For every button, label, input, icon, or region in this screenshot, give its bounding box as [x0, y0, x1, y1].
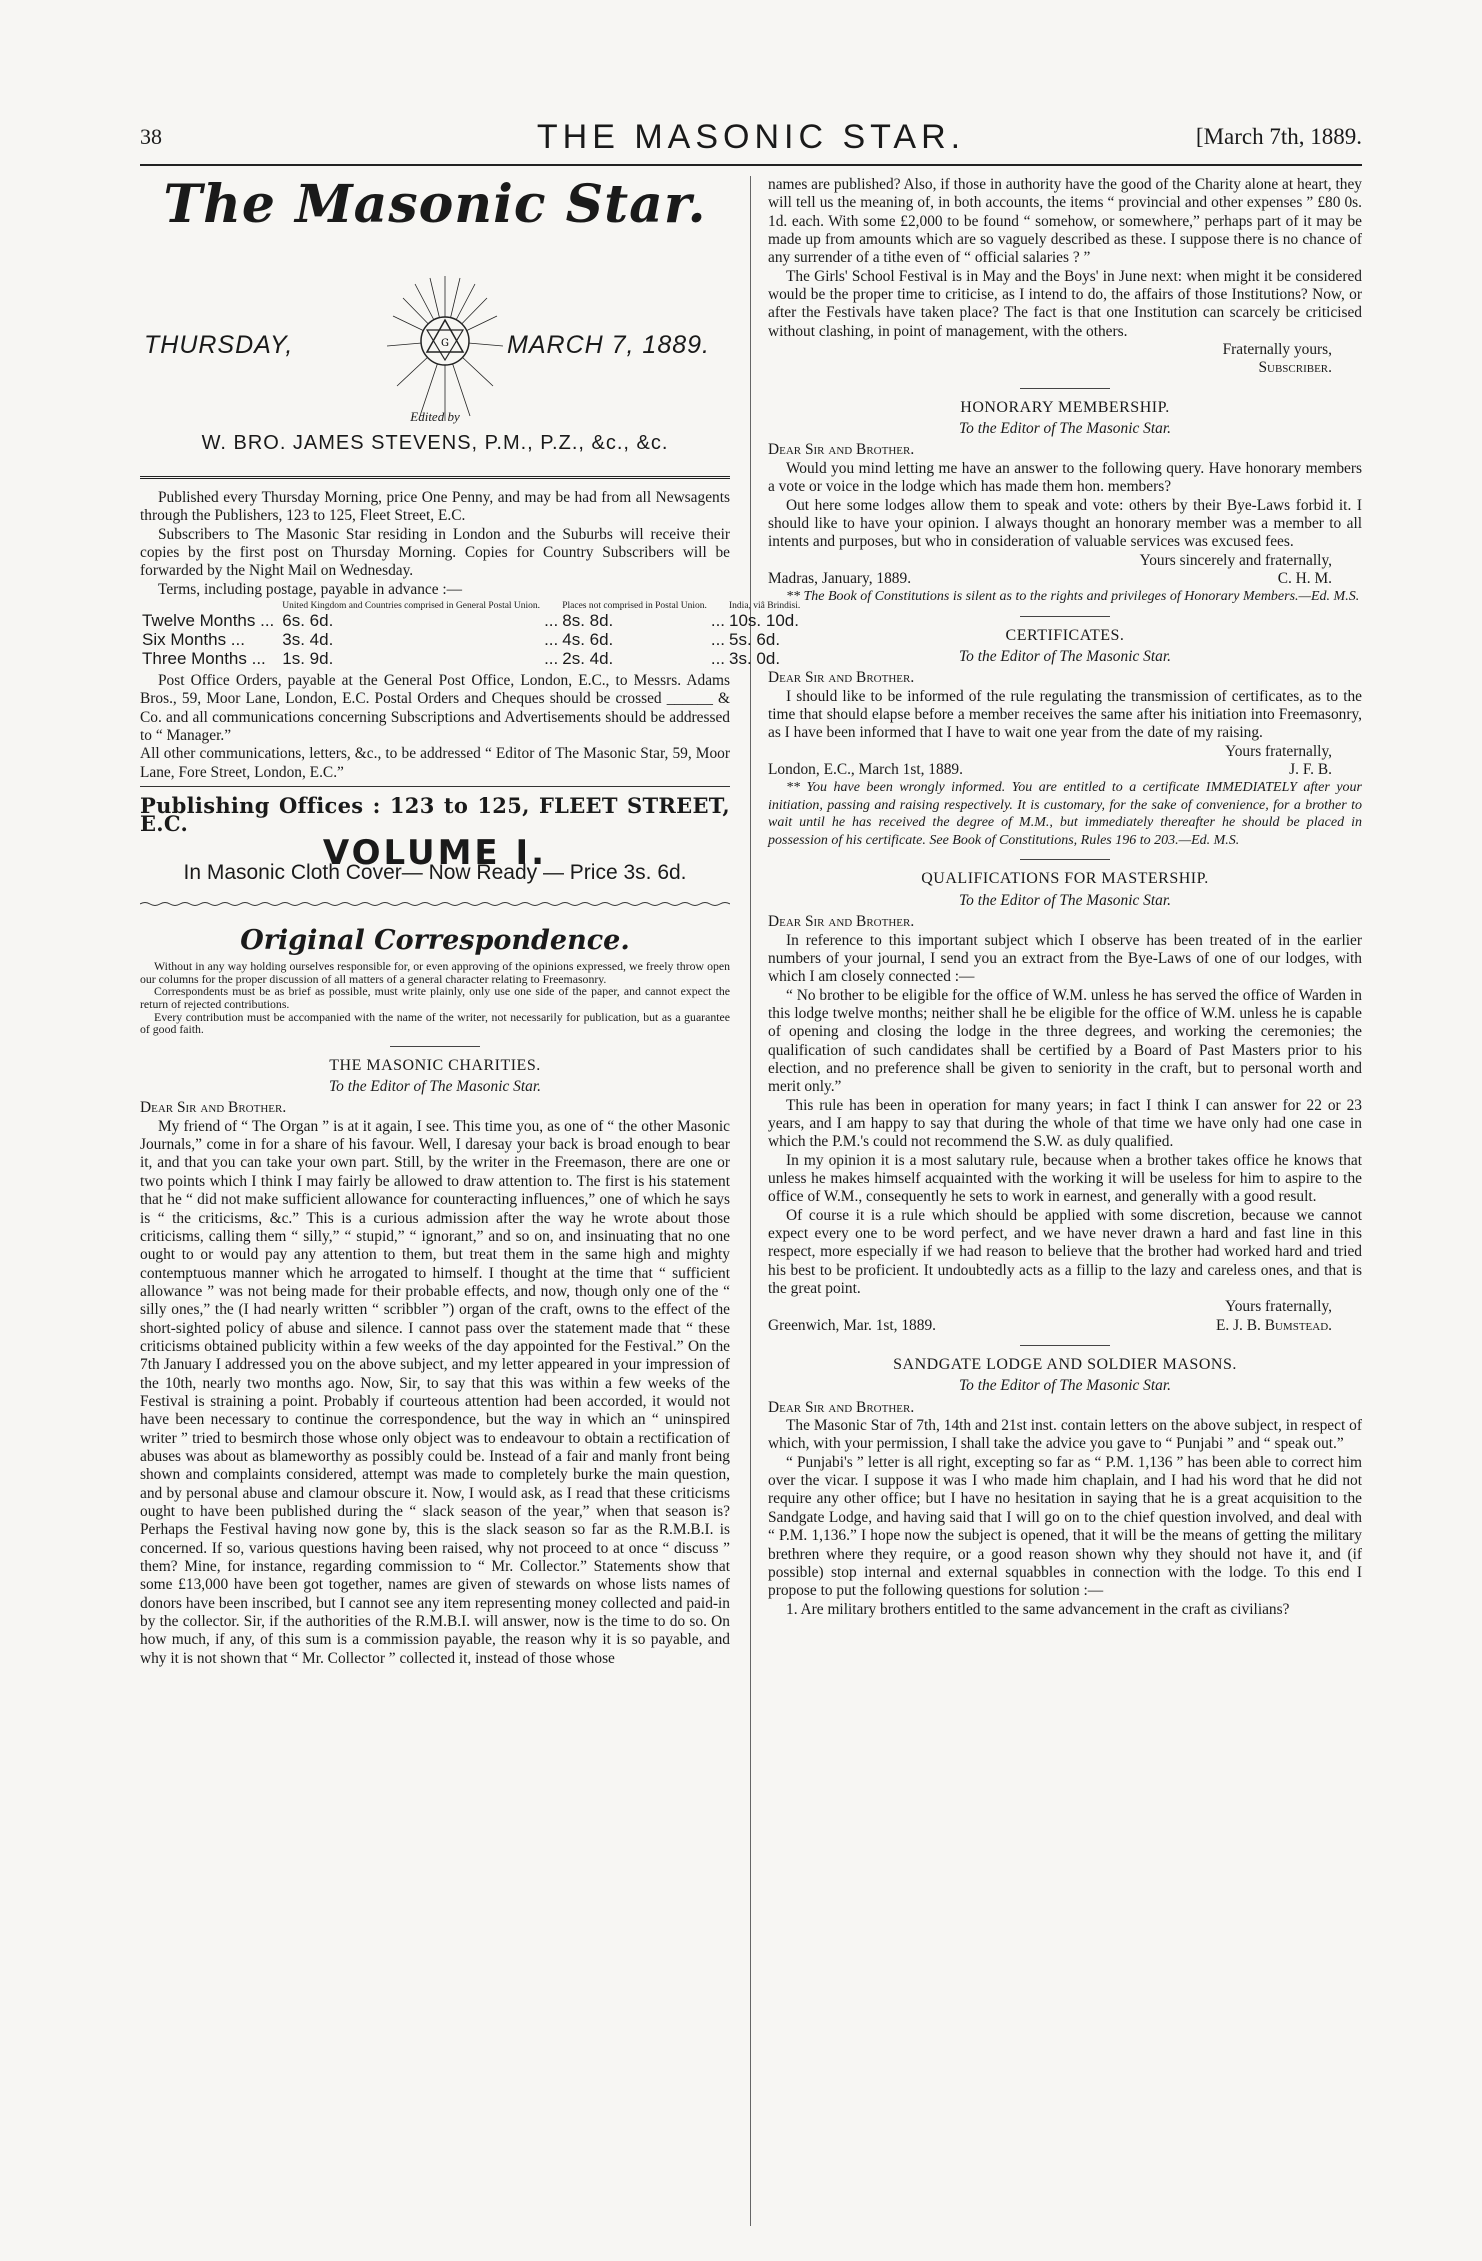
letter-body: 1. Are military brothers entitled to the same advancement in the craft as civilians?: [786, 1600, 1290, 1618]
letter-closing: Yours fraternally,: [1225, 742, 1332, 760]
letter-heading: THE MASONIC CHARITIES.: [329, 1056, 541, 1074]
terms-price: 1s. 9d.: [282, 649, 334, 669]
terms-price: 2s. 4d.: [562, 649, 614, 669]
section-title: Original Correspondence.: [240, 924, 630, 956]
letter-addressee: To the Editor of The Masonic Star.: [329, 1078, 541, 1096]
terms-price: 3s. 0d.: [729, 649, 781, 669]
letter-heading: SANDGATE LODGE AND SOLDIER MASONS.: [893, 1356, 1237, 1374]
terms-dots: ...: [544, 630, 559, 650]
editor-name: W. BRO. JAMES STEVENS, P.M., P.Z., &c., &c.: [201, 432, 669, 454]
terms-price: 3s. 4d.: [282, 630, 334, 650]
terms-dots: ...: [710, 649, 726, 669]
payment-notice: Post Office Orders, payable at the General Post Office, London, E.C., to Messrs. Adams Bros., 59, Moor Lane, London, E.C. Postal Orders and Cheques should be crossed ______ & Co. and all communications concerning Subscriptions and Advertisements should be addressed to “ Manager.”: [140, 672, 730, 745]
header-rule: [140, 164, 1362, 166]
letter-signature: E. J. B. Bumstead.: [1215, 1316, 1332, 1334]
letter-body: Would you mind letting me have an answer to the following query. Have honorary members a vote or voice in the lodge which has made them hon. members?: [768, 459, 1362, 496]
letter-addressee: To the Editor of The Masonic Star.: [959, 648, 1171, 666]
letter-body: The Girls' School Festival is in May and the Boys' in June next: when might it be considered would be the proper time to criticise, as I intend to do, the affairs of those Institutions? Now, or after the Festivals have taken place? The fact is that one Institution can scarcely be criticised without clashing, in point of management, with the others.: [768, 267, 1362, 340]
terms-price: 10s. 10d.: [729, 611, 799, 631]
masthead-date: MARCH 7, 1889.: [507, 331, 710, 359]
terms-intro: Terms, including postage, payable in advance :—: [158, 580, 463, 598]
letter-body: In my opinion it is a most salutary rule, because when a brother takes office he knows that unless he makes himself acquainted with the working it will be useless for him to aspire to the office of W.M., consequently he sets to work in earnest, and generally with a good result.: [768, 1151, 1362, 1206]
volume-cover-notice: In Masonic Cloth Cover— Now Ready — Price 3s. 6d.: [183, 861, 687, 885]
letter-closing: Yours sincerely and fraternally,: [1139, 551, 1332, 569]
short-divider: [1020, 616, 1110, 617]
letter-body: My friend of “ The Organ ” is at it again, I see. This time you, as one of “ the other Masonic Journals,” come in for a share of his favour. Well, I daresay your back is broad enough to bear it, and that you can take your own part. Still, by the writer in the Freemason, there are one or two points which I think I may fairly be allowed to draw attention to. The first is his statement that he “ did not make sufficient allowance for counteracting influences,” one of which he says is “ the criticisms, &c.” This is a curious admission after the way he wrote about those criticisms, calling them “ silly,” “ stupid,” “ ignorant,” and so on, and insinuating that no one ought to or would pay any attention to them, but treat them in the same high and mighty contemptuous manner which he arrogated to himself. I thought at the time that “ sufficient allowance ” was not being made for their probable effects, and now, though only one of the “ silly ones,” the (I had nearly written “ scribbler ”) organ of the craft, owns to the effect of the short-sighted policy of abuse and silence. I cannot pass over the statement made that “ these criticisms obtained publicity within a few weeks of the day appointed for the Festival.” On the 7th January I addressed you on the above subject, and my letter appeared in your impression of the 10th, nearly two months ago. Now, Sir, to say that this was within a few weeks of the Festival is straining a point. Probably if courteous attention had been accorded, it would not have been necessary to continue the correspondence, but the way in which an “ uninspired writer ” tried to besmirch those whose only object was to endeavour to obtain a rectification of abuses was about as blameworthy as possibly could be. Instead of a fair and manly front being shown and complaints considered, attempt was made to completely burke the main question, and by personal abuse and clamour obscure it. Now, I would ask, as I read that these criticisms ought to have been published during the “ slack season of the year,” when that season is? Perhaps the Festival having now gone by, this is the slack season so far as the R.M.B.I. is concerned. If so, various questions having been raised, why not proceed to at once “ discuss ” them? Mine, for instance, regarding commission to “ Mr. Collector.” Statements show that some £13,000 have been got together, names are given of stewards on whose lists names of donors have been inscribed, but I cannot see any item representing money collected and paid-in by the collector. Sir, if the authorities of the R.M.B.I. will answer, now is the time to do so. On how much, if any, of this sum is a commission payable, the reason why it is so payable, and why it is not shown that “ Mr. Collector ” collected it, instead of those whose: [140, 1117, 730, 1667]
letter-addressee: To the Editor of The Masonic Star.: [959, 1377, 1171, 1395]
letter-signature: C. H. M.: [1277, 569, 1332, 587]
letter-addressee: To the Editor of The Masonic Star.: [959, 891, 1171, 909]
letter-heading: CERTIFICATES.: [1005, 626, 1125, 644]
left-column: [140, 174, 801, 1668]
letter-place: Madras, January, 1889.: [768, 569, 912, 587]
terms-period: Six Months ...: [142, 630, 245, 650]
column-rule: [750, 176, 751, 2226]
letter-signoff: [768, 570, 1362, 588]
masthead-title: The Masonic Star.: [163, 174, 707, 235]
divider: [140, 786, 730, 787]
letter-body: The Masonic Star of 7th, 14th and 21st inst. contain letters on the above subject, in respect of which, with your permission, I shall take the advice you gave to “ Punjabi ” and “ speak out.”: [768, 1417, 1362, 1453]
letter-signature: J. F. B.: [1289, 761, 1332, 779]
short-divider: [1020, 859, 1110, 860]
publication-name: THE MASONIC STAR.: [536, 118, 966, 156]
terms-price: 4s. 6d.: [562, 630, 614, 650]
letter-heading: QUALIFICATIONS FOR MASTERSHIP.: [921, 870, 1209, 888]
table-row: [140, 649, 802, 668]
right-column: [768, 176, 1362, 1619]
disclaimer-text: Correspondents must be as brief as possible, must write plainly, only use one side of the paper, and cannot expect the return of rejected contributions.: [140, 984, 730, 1011]
subscriber-notice: Subscribers to The Masonic Star residing in London and the Suburbs will receive their copies by the first post on Thursday Morning. Copies for Country Subscribers will be forwarded by the Night Mail on Wednesday.: [140, 525, 730, 580]
letter-salutation: Dear Sir and Brother.: [768, 913, 915, 931]
letter-body: names are published? Also, if those in authority have the good of the Charity alone at heart, they will tell us the meaning of, in both accounts, the items “ provincial and other expenses ” £80 0s. 1d. each. With some £2,000 to be found “ somehow, or somewhere,” perhaps part of it may be made up from amounts which are so vaguely described as these. I suppose there is no chance of any surrender of a tithe even of “ official salaries ? ”: [768, 176, 1362, 267]
letter-closing: Yours fraternally,: [1225, 1298, 1332, 1316]
disclaimer-text: Every contribution must be accompanied with the name of the writer, not necessarily for publication, but as a guarantee of good faith.: [140, 1009, 730, 1037]
terms-header-row: [140, 601, 802, 611]
masthead-rule: [140, 476, 730, 479]
letter-body: Out here some lodges allow them to speak and vote: others by their Bye-Laws forbid it. I should like to have your opinion. I always thought an honorary member was a member to all intents and purposes, but who in consideration of valuable services was excused fees.: [768, 496, 1362, 551]
letter-salutation: Dear Sir and Brother.: [768, 441, 915, 459]
terms-period: Three Months ...: [142, 649, 266, 669]
terms-price: 5s. 6d.: [729, 630, 781, 650]
letter-signoff: [768, 1317, 1362, 1335]
letter-signoff: [768, 761, 1362, 779]
masthead: [140, 176, 730, 476]
terms-col-india: India, viâ Brindisi.: [729, 601, 801, 612]
disclaimer-text: Without in any way holding ourselves responsible for, or even approving of the opinions expressed, we freely throw open our columns for the proper discussion of all matters of a general character relating to Freemasonry.: [140, 959, 730, 986]
short-divider: [1020, 388, 1110, 389]
volume-heading: VOLUME I.: [322, 832, 548, 873]
disclaimer: [140, 960, 730, 1036]
table-row: [140, 611, 802, 630]
short-divider: [390, 1046, 480, 1047]
page-number: 38: [140, 124, 162, 149]
letter-body: Of course it is a rule which should be applied with some discretion, because we cannot expect every one to be word perfect, and we have never drawn a hard and fast line in this respect, more especially if we had reason to believe that the brother had worked hard and tried his best to be proficient. It undoubtedly acts as a fillip to the lazy and careless ones, and that is the great point.: [768, 1206, 1362, 1298]
letter-body: “ Punjabi's ” letter is all right, excepting so far as “ P.M. 1,136 ” has been able to correct him over the vicar. I suppose it was I who made him chaplain, and I had his word that he did not require any other office; but I have no hesitation in saying that he is a great acquisition to the Sandgate Lodge, and having said that I will go on to the chief question involved, and deal with “ P.M. 1,136.” I hope now the subject is opened, that it will be the means of getting the military brethren where they require, or a good reason shown why they should not have it, and (if possible) stop internal and external squabbles in connection with the lodge. To this end I propose to put the following questions for solution :—: [768, 1453, 1362, 1600]
letter-place: Greenwich, Mar. 1st, 1889.: [768, 1316, 936, 1334]
svg-text:G: G: [441, 338, 449, 349]
issue-date: [March 7th, 1889.: [1195, 124, 1362, 149]
subscription-terms-table: [140, 601, 802, 668]
running-header: [140, 118, 1362, 158]
letter-body: I should like to be informed of the rule regulating the transmission of certificates, as to the time that should elapse before a member receives the same after his initiation into Freemasonry, as I have been informed that I have to wait one year from the date of my raising.: [768, 687, 1362, 742]
letter-body: This rule has been in operation for many years; in fact I think I can answer for 22 or 23 years, and I am happy to say that during the whole of that time we have only had one case in which the P.M.'s could not recommend the S.W. as duly qualified.: [768, 1096, 1362, 1151]
editor-note: ** You have been wrongly informed. You are entitled to a certificate IMMEDIATELY after your initiation, passing and raising respectively. It is customary, for the sake of convenience, for a brother to wait until he has received the degree of M.M., but immediately thereafter he should be placed in possession of his certificate. See Book of Constitutions, Rules 196 to 203.—Ed. M.S.: [768, 780, 1362, 848]
table-row: [140, 630, 802, 649]
editor-note: ** The Book of Constitutions is silent as to the rights and privileges of Honorary Members.—Ed. M.S.: [786, 589, 1360, 605]
terms-dots: ...: [544, 611, 559, 631]
terms-period: Twelve Months ...: [142, 611, 275, 631]
letter-salutation: Dear Sir and Brother.: [768, 669, 915, 687]
terms-dots: ...: [710, 611, 726, 631]
edited-by: Edited by: [410, 409, 460, 424]
publishing-offices: Publishing Offices : 123 to 125, FLEET STREET, E.C.: [140, 793, 730, 837]
masonic-emblem-icon: [385, 276, 505, 421]
letter-salutation: Dear Sir and Brother.: [140, 1099, 287, 1117]
wavy-divider: [140, 901, 730, 907]
terms-price: 6s. 6d.: [282, 611, 334, 631]
letter-signature: Subscriber.: [1258, 359, 1332, 377]
masthead-day: THURSDAY,: [144, 331, 294, 359]
letter-salutation: Dear Sir and Brother.: [768, 1398, 915, 1416]
publication-notice: Published every Thursday Morning, price One Penny, and may be had from all Newsagents through the Publishers, 123 to 125, Fleet Street, E.C.: [140, 489, 730, 525]
letter-place: London, E.C., March 1st, 1889.: [768, 761, 963, 779]
terms-dots: ...: [544, 649, 559, 669]
terms-dots: ...: [710, 630, 726, 650]
terms-price: 8s. 8d.: [562, 611, 614, 631]
short-divider: [1020, 1345, 1110, 1346]
editor-address-notice: All other communications, letters, &c., to be addressed “ Editor of The Masonic Star, 59, Moor Lane, Fore Street, London, E.C.”: [140, 745, 730, 781]
terms-col-nonpu: Places not comprised in Postal Union.: [562, 601, 707, 612]
terms-col-uk: United Kingdom and Countries comprised in General Postal Union.: [282, 601, 541, 612]
letter-heading: HONORARY MEMBERSHIP.: [960, 398, 1170, 416]
letter-body: “ No brother to be eligible for the office of W.M. unless he has served the office of Warden in this lodge twelve months; neither shall he be eligible for the office of W.M. unless he is capable of opening and closing the lodge in the three degrees, and working the ceremonies; the qualification of such candidates shall be certified by a Board of Past Masters prior to his election, and no preference shall be given to seniority in the craft, but to personal worth and merit only.”: [768, 986, 1362, 1096]
letter-addressee: To the Editor of The Masonic Star.: [959, 420, 1171, 438]
letter-closing: Fraternally yours,: [1222, 341, 1332, 359]
letter-body: In reference to this important subject which I observe has been treated of in the earlier numbers of your journal, I send you an extract from the Bye-Laws of one of our lodges, with which I am closely connected :—: [768, 931, 1362, 986]
